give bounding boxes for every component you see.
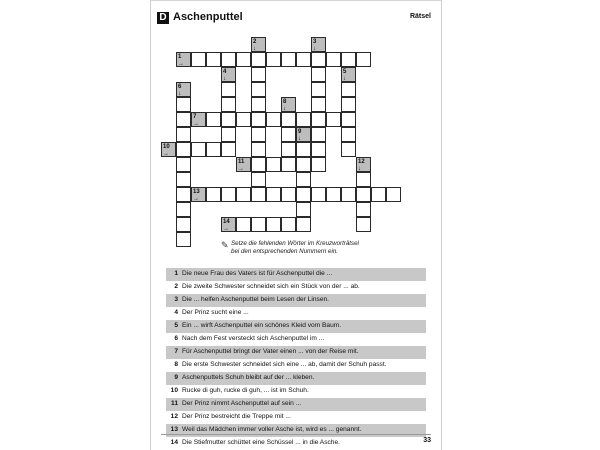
crossword-cell[interactable] [296, 202, 311, 217]
clue-text: Die erste Schwester schneidet sich eine ... ab, damit der Schuh passt. [182, 361, 387, 368]
clue-text: Die Stiefmutter schüttet eine Schüssel ... in die Asche. [182, 439, 340, 446]
crossword-number-cell[interactable] [221, 217, 236, 232]
clue-row [166, 307, 426, 320]
clue-text: Der Prinz nimmt Aschenputtel auf sein ... [182, 400, 302, 407]
crossword-cell[interactable] [221, 127, 236, 142]
crossword-number-cell[interactable] [161, 142, 176, 157]
crossword-cell[interactable] [296, 217, 311, 232]
crossword-cell[interactable] [176, 202, 191, 217]
clue-number-2: 2 [253, 39, 257, 45]
crossword-cell[interactable] [251, 67, 266, 82]
arrow-down-icon: ↓ [343, 76, 346, 82]
crossword-cell[interactable] [251, 127, 266, 142]
crossword-cell[interactable] [311, 112, 326, 127]
clue-row [166, 333, 426, 346]
crossword-cell[interactable] [206, 52, 221, 67]
crossword-cell[interactable] [251, 97, 266, 112]
crossword-cell[interactable] [311, 142, 326, 157]
crossword-cell[interactable] [251, 112, 266, 127]
crossword-cell[interactable] [281, 142, 296, 157]
crossword-number-cell[interactable] [296, 127, 311, 142]
arrow-down-icon: ↓ [358, 166, 361, 172]
crossword-cell[interactable] [206, 112, 221, 127]
clue-number: 10 [170, 387, 178, 394]
crossword-cell[interactable] [296, 172, 311, 187]
clue-row [166, 424, 426, 437]
crossword-number-cell[interactable] [281, 97, 296, 112]
crossword-cell[interactable] [251, 187, 266, 202]
crossword-cell[interactable] [251, 217, 266, 232]
clue-number-7: 7 [193, 114, 197, 120]
clue-number-5: 5 [343, 69, 347, 75]
crossword-cell[interactable] [266, 187, 281, 202]
crossword-cell[interactable] [176, 142, 191, 157]
crossword-number-cell[interactable] [356, 157, 371, 172]
crossword-cell[interactable] [311, 52, 326, 67]
clue-text: Ein ... wirft Aschenputtel ein schönes Kleid vom Baum. [182, 322, 342, 329]
clue-number: 12 [170, 413, 178, 420]
clue-number: 13 [170, 426, 178, 433]
clue-number-14: 14 [223, 219, 230, 225]
crossword-cell[interactable] [221, 112, 236, 127]
crossword-cell[interactable] [251, 172, 266, 187]
arrow-down-icon: ↓ [253, 46, 256, 52]
clue-text: Rucke di guh, rucke di guh, ... ist im Schuh. [182, 387, 309, 394]
crossword-cell[interactable] [176, 187, 191, 202]
clue-row [166, 359, 426, 372]
crossword-cell[interactable] [281, 187, 296, 202]
crossword-cell[interactable] [176, 172, 191, 187]
clue-text: Die ... helfen Aschenputtel beim Lesen der Linsen. [182, 296, 329, 303]
instruction-text [231, 240, 359, 256]
clue-number-13: 13 [193, 189, 200, 195]
crossword-cell[interactable] [176, 97, 191, 112]
clue-text: Die zweite Schwester schneidet sich ein Stück von der ... ab. [182, 283, 360, 290]
clue-number: 3 [174, 296, 178, 303]
clue-number: 2 [174, 283, 178, 290]
crossword-cell[interactable] [251, 52, 266, 67]
crossword-cell[interactable] [206, 142, 221, 157]
page-title: Aschenputtel [173, 11, 243, 23]
crossword-number-cell[interactable] [176, 52, 191, 67]
crossword-cell[interactable] [236, 112, 251, 127]
crossword-cell[interactable] [251, 82, 266, 97]
crossword-cell[interactable] [221, 187, 236, 202]
arrow-right-icon: → [178, 61, 184, 67]
clue-number: 7 [174, 348, 178, 355]
crossword-cell[interactable] [221, 97, 236, 112]
crossword-cell[interactable] [191, 142, 206, 157]
crossword-cell[interactable] [356, 52, 371, 67]
category-label: Rätsel [409, 13, 431, 20]
crossword-cell[interactable] [221, 52, 236, 67]
clue-text: Der Prinz sucht eine ... [182, 309, 249, 316]
crossword-cell[interactable] [326, 52, 341, 67]
crossword-cell[interactable] [341, 112, 356, 127]
crossword-cell[interactable] [251, 157, 266, 172]
clue-number-6: 6 [178, 84, 182, 90]
crossword-cell[interactable] [326, 187, 341, 202]
crossword-cell[interactable] [356, 187, 371, 202]
crossword-cell[interactable] [341, 142, 356, 157]
arrow-right-icon: → [163, 151, 169, 157]
crossword-number-cell[interactable] [251, 37, 266, 52]
clue-text: Nach dem Fest versteckt sich Aschenputtel im ... [182, 335, 325, 342]
clue-row [166, 411, 426, 424]
crossword-cell[interactable] [311, 127, 326, 142]
clue-number: 6 [174, 335, 178, 342]
arrow-down-icon: ↓ [283, 106, 286, 112]
crossword-cell[interactable] [266, 52, 281, 67]
crossword-cell[interactable] [341, 187, 356, 202]
crossword-cell[interactable] [386, 187, 401, 202]
clue-number: 1 [174, 270, 178, 277]
arrow-down-icon: ↓ [313, 46, 316, 52]
crossword-cell[interactable] [221, 142, 236, 157]
crossword-cell[interactable] [281, 217, 296, 232]
crossword-cell[interactable] [176, 232, 191, 247]
clue-row [166, 385, 426, 398]
crossword-cell[interactable] [251, 142, 266, 157]
clue-number-11: 11 [238, 159, 245, 165]
crossword-number-cell[interactable] [191, 112, 206, 127]
clue-row [166, 268, 426, 281]
clue-row [166, 437, 426, 450]
crossword-cell[interactable] [356, 217, 371, 232]
crossword-number-cell[interactable] [341, 67, 356, 82]
crossword-cell[interactable] [341, 127, 356, 142]
worksheet-page [150, 0, 442, 450]
crossword-cell[interactable] [281, 127, 296, 142]
crossword-cell[interactable] [281, 112, 296, 127]
instruction-line: bei den entsprechenden Nummern ein. [231, 248, 338, 255]
clue-number-3: 3 [313, 39, 317, 45]
crossword-cell[interactable] [266, 157, 281, 172]
crossword-cell[interactable] [356, 172, 371, 187]
clue-text: Die neue Frau des Vaters ist für Aschenputtel die ... [182, 270, 333, 277]
clue-row [166, 320, 426, 333]
page-number: 33 [423, 437, 431, 444]
clue-list [166, 268, 426, 450]
crossword-cell[interactable] [296, 142, 311, 157]
arrow-right-icon: → [193, 196, 199, 202]
crossword-number-cell[interactable] [221, 67, 236, 82]
crossword-cell[interactable] [221, 82, 236, 97]
crossword-cell[interactable] [176, 217, 191, 232]
crossword-grid [151, 0, 441, 250]
clue-number-1: 1 [178, 54, 182, 60]
crossword-cell[interactable] [356, 202, 371, 217]
crossword-cell[interactable] [266, 112, 281, 127]
clue-row [166, 294, 426, 307]
crossword-cell[interactable] [341, 52, 356, 67]
crossword-cell[interactable] [311, 187, 326, 202]
arrow-right-icon: → [238, 166, 244, 172]
crossword-cell[interactable] [281, 52, 296, 67]
arrow-right-icon: → [223, 226, 229, 232]
arrow-right-icon: → [193, 121, 199, 127]
clue-text: Für Aschenputtel bringt der Vater einen ... von der Reise mit. [182, 348, 359, 355]
crossword-cell[interactable] [311, 82, 326, 97]
crossword-cell[interactable] [206, 187, 221, 202]
crossword-cell[interactable] [176, 112, 191, 127]
crossword-number-cell[interactable] [191, 187, 206, 202]
footer-divider [161, 434, 431, 435]
clue-number: 9 [174, 374, 178, 381]
clue-row [166, 398, 426, 411]
crossword-cell[interactable] [236, 217, 251, 232]
clue-number: 11 [171, 400, 178, 407]
crossword-cell[interactable] [311, 97, 326, 112]
clue-number: 4 [174, 309, 178, 316]
clue-number-9: 9 [298, 129, 302, 135]
crossword-number-cell[interactable] [311, 37, 326, 52]
clue-number-4: 4 [223, 69, 227, 75]
crossword-cell[interactable] [281, 157, 296, 172]
clue-number-8: 8 [283, 99, 287, 105]
crossword-number-cell[interactable] [176, 82, 191, 97]
section-badge: D [157, 12, 169, 24]
crossword-cell[interactable] [311, 157, 326, 172]
clue-number: 8 [174, 361, 178, 368]
arrow-down-icon: ↓ [178, 91, 181, 97]
crossword-cell[interactable] [191, 52, 206, 67]
clue-text: Weil das Mädchen immer voller Asche ist, wird es ... genannt. [182, 426, 362, 433]
crossword-cell[interactable] [341, 97, 356, 112]
crossword-cell[interactable] [266, 217, 281, 232]
crossword-cell[interactable] [236, 187, 251, 202]
clue-row [166, 372, 426, 385]
crossword-cell[interactable] [176, 157, 191, 172]
arrow-down-icon: ↓ [298, 136, 301, 142]
clue-text: Der Prinz bestreicht die Treppe mit ... [182, 413, 291, 420]
instruction-line: Setze die fehlenden Wörter im Kreuzworträtsel [231, 240, 359, 247]
clue-number: 5 [174, 322, 178, 329]
crossword-cell[interactable] [296, 157, 311, 172]
crossword-cell[interactable] [326, 112, 341, 127]
clue-number-12: 12 [358, 159, 365, 165]
crossword-cell[interactable] [176, 127, 191, 142]
clue-row [166, 346, 426, 359]
crossword-cell[interactable] [296, 187, 311, 202]
clue-text: Aschenputtels Schuh bleibt auf der ... kleben. [182, 374, 315, 381]
crossword-number-cell[interactable] [236, 157, 251, 172]
pencil-icon: ✎ [221, 240, 229, 250]
arrow-down-icon: ↓ [223, 76, 226, 82]
crossword-cell[interactable] [236, 52, 251, 67]
clue-number-10: 10 [163, 144, 170, 150]
crossword-cell[interactable] [311, 67, 326, 82]
crossword-cell[interactable] [296, 112, 311, 127]
crossword-cell[interactable] [296, 52, 311, 67]
crossword-cell[interactable] [371, 187, 386, 202]
clue-row [166, 281, 426, 294]
clue-number: 14 [170, 439, 178, 446]
crossword-cell[interactable] [341, 82, 356, 97]
